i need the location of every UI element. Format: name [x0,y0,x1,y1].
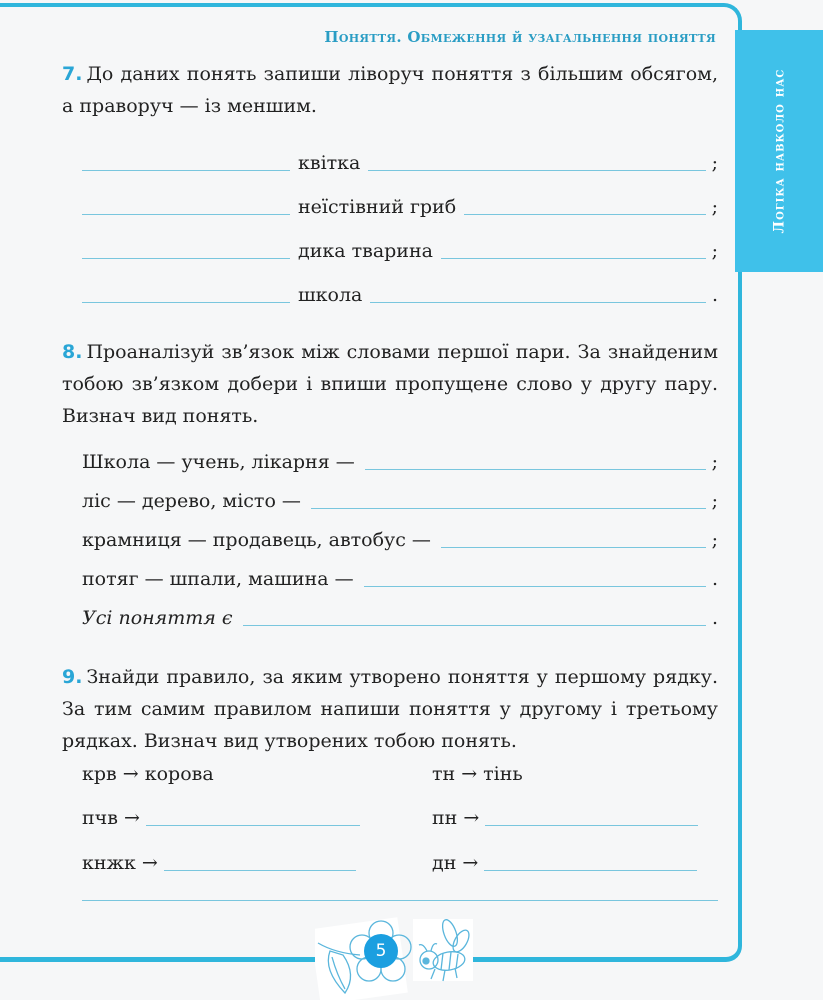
task-7-row [62,132,718,176]
punctuation: . [711,607,718,629]
letters-label: кнжк → [82,852,158,874]
example-label: крв → корова [82,763,214,785]
example-label: тн → тінь [432,763,523,785]
punctuation: ; [711,196,718,218]
page-number: 5 [375,941,387,961]
page-content [62,58,718,907]
task-9-example-right [432,757,529,787]
page-number-badge [364,934,398,968]
punctuation: ; [711,240,718,262]
page-frame-corner [700,920,742,962]
task-7-row [62,220,718,264]
conclusion-prompt: Усі поняття є [82,607,233,629]
given-concept: дика тварина [298,240,433,262]
word-pair-prompt: потяг — шпали, машина — [82,568,354,590]
word-pair-prompt: ліс — дерево, місто — [82,490,301,512]
punctuation: ; [711,451,718,473]
task-8-row [62,553,718,592]
page-frame-bottom-right [473,957,703,962]
task-8-prompt [62,336,718,432]
answer-blank-right[interactable] [368,147,706,171]
page-frame-bottom-left [0,957,315,962]
punctuation: . [711,568,718,590]
task-9-example-left [82,757,220,787]
section-side-tab [735,30,823,272]
answer-blank-left[interactable] [82,191,290,215]
task-9-row-right [432,846,697,876]
task-number: 7. [62,63,83,85]
answer-blank[interactable] [164,847,356,871]
punctuation: ; [711,152,718,174]
letters-label: дн → [432,852,479,874]
answer-blank[interactable] [243,602,706,626]
side-tab-label: Логіка навколо нас [771,68,787,234]
answer-blank[interactable] [364,563,706,587]
task-9-row-left [82,846,356,876]
word-pair-prompt: крамниця — продавець, автобус — [82,529,431,551]
task-9-grid [62,757,718,907]
letters-label: пн → [432,807,480,829]
letters-label: пчв → [82,807,140,829]
task-number: 8. [62,341,83,363]
page-frame-right [738,270,742,940]
punctuation: ; [711,490,718,512]
task-8-conclusion [62,592,718,631]
task-7-prompt [62,58,718,122]
task-text: Знайди правило, за яким утворено поняття у першому рядку. За тим самим правилом напиши поняття у другому і третьому рядках. Визнач вид утворених тобою понять. [62,666,718,752]
answer-blank[interactable] [365,446,706,470]
task-8-row [62,436,718,475]
given-concept: квітка [298,152,361,174]
answer-blank-right[interactable] [370,279,706,303]
answer-blank[interactable] [311,485,706,509]
task-9-row-right [432,801,698,831]
punctuation: ; [711,529,718,551]
task-7-row [62,264,718,308]
task-8-row [62,475,718,514]
answer-blank-left[interactable] [82,235,290,259]
running-title: Поняття. Обмеження й узагальнення поняття [324,28,716,46]
task-7-row [62,176,718,220]
answer-blank[interactable] [441,524,706,548]
answer-blank[interactable] [484,847,697,871]
task-9-row-left [82,801,360,831]
given-concept: неїстівний гриб [298,196,457,218]
answer-blank-type[interactable] [82,900,718,901]
task-8-row [62,514,718,553]
answer-blank-left[interactable] [82,147,290,171]
word-pair-prompt: Школа — учень, лікарня — [82,451,355,473]
task-text: Проаналізуй зв’язок між словами першої пари. За знайденим тобою зв’язком добери і впиши пропущене слово у другу пару. Визнач вид понять. [62,341,718,427]
answer-blank[interactable] [146,802,360,826]
answer-blank[interactable] [485,802,698,826]
task-9-prompt [62,661,718,757]
answer-blank-left[interactable] [82,279,290,303]
given-concept: школа [298,284,363,306]
answer-blank-right[interactable] [464,191,706,215]
task-text: До даних понять запиши ліворуч поняття з більшим обсягом, а праворуч — із меншим. [62,63,718,117]
punctuation: . [711,284,718,306]
answer-blank-right[interactable] [441,235,706,259]
task-number: 9. [62,666,83,688]
